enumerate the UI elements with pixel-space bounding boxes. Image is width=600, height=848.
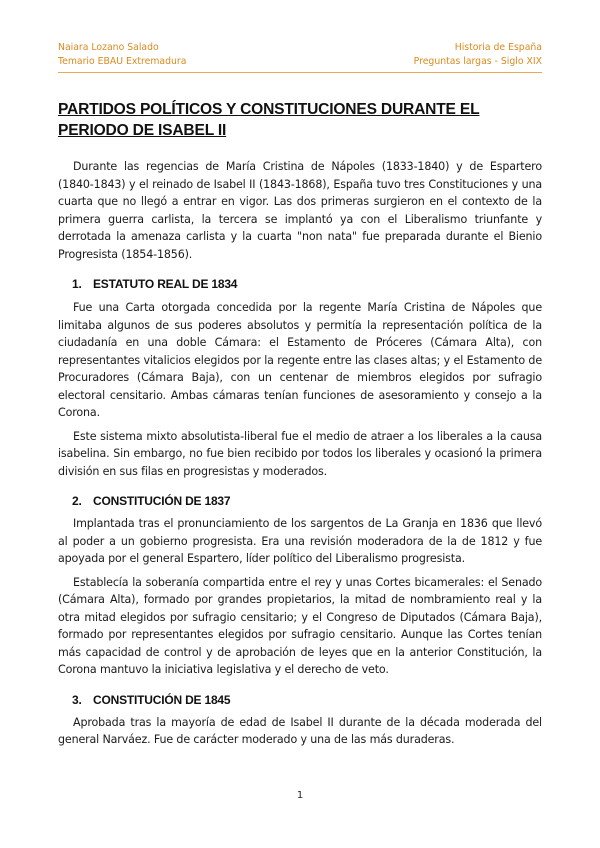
section-number: 3. — [72, 692, 82, 707]
header-subject: Historia de España — [454, 42, 542, 53]
section-heading — [58, 277, 542, 291]
page-number: 1 — [296, 790, 304, 801]
header-right — [414, 41, 542, 69]
header-divider — [58, 72, 542, 73]
header-left — [58, 41, 186, 69]
section-title: CONSTITUCIÓN DE 1845 — [93, 692, 231, 707]
section-title: CONSTITUCIÓN DE 1837 — [93, 494, 231, 508]
intro-paragraph: Durante las regencias de María Cristina de Nápoles (1833-1840) y de Espartero (1840-1843) y el reinado de Isabel II (1843-1868), España tuvo tres Constituciones y una cuarta que no llegó a entrar en vigor. Las dos primeras surgieron en el contexto de la primera guerra carlista, la tercera se implantó ya con el Liberalismo triunfante y derrotada la amenaza carlista y la cuarta "non nata" fue preparada durante el Bienio Progresista (1854-1856). — [58, 160, 542, 261]
document-body — [58, 158, 542, 758]
section-paragraph: Este sistema mixto absolutista-liberal fue el medio de atraer a los liberales a la causa isabelina. Sin embargo, no fue bien recibido por todos los liberales y ocasionó la primera división en sus filas en progresistas y moderados. — [58, 429, 542, 478]
header-topic: Preguntas largas - Siglo XIX — [413, 56, 542, 67]
section-paragraph: Fue una Carta otorgada concedida por la regente María Cristina de Nápoles que limitaba algunos de sus poderes absolutos y permitía la representación política de la ciudadanía en una doble Cámara: el Estamento de Próceres (Cámara Alta), con representantes vitalicios elegidos por la regente entre las clases altas; y el Estamento de Procuradores (Cámara Baja), con un centenar de miembros elegidos por sufragio electoral censitario. Ambas cámaras tenían funciones de asesoramiento y consejo a la Corona. — [58, 301, 542, 419]
section-heading — [58, 494, 542, 508]
page-header — [58, 41, 542, 71]
section-title: ESTATUTO REAL DE 1834 — [93, 277, 238, 291]
section-number: 1. — [72, 277, 82, 291]
header-course: Temario EBAU Extremadura — [58, 56, 187, 67]
section-paragraph: Establecía la soberanía compartida entre el rey y unas Cortes bicamerales: el Senado (Cámara Alta), formado por grandes propietarios, la mitad de nombramiento real y la otra mitad elegidos por sufragio censitario; y el Congreso de Diputados (Cámara Baja), formado por representantes elegidos por sufragio censitario. Aunque las Cortes tenían más capacidad de control y de aprobación de leyes que en la anterior Constitución, la Corona mantuvo la iniciativa legislativa y el derecho de veto. — [58, 575, 542, 676]
document-title: PARTIDOS POLÍTICOS Y CONSTITUCIONES DURANTE EL PERIODO DE ISABEL II — [58, 101, 480, 139]
section-paragraph: Aprobada tras la mayoría de edad de Isabel II durante de la década moderada del general Narváez. Fue de carácter moderado y una de las más duraderas. — [58, 715, 542, 746]
header-author: Naiara Lozano Salado — [58, 42, 159, 53]
section-number: 2. — [72, 494, 82, 508]
section-paragraph: Implantada tras el pronunciamiento de los sargentos de La Granja en 1836 que llevó al poder a un gobierno progresista. Era una revisión moderadora de la de 1812 y fue apoyada por el general Espartero, líder político del Liberalismo progresista. — [58, 517, 542, 565]
section-heading — [58, 693, 542, 707]
